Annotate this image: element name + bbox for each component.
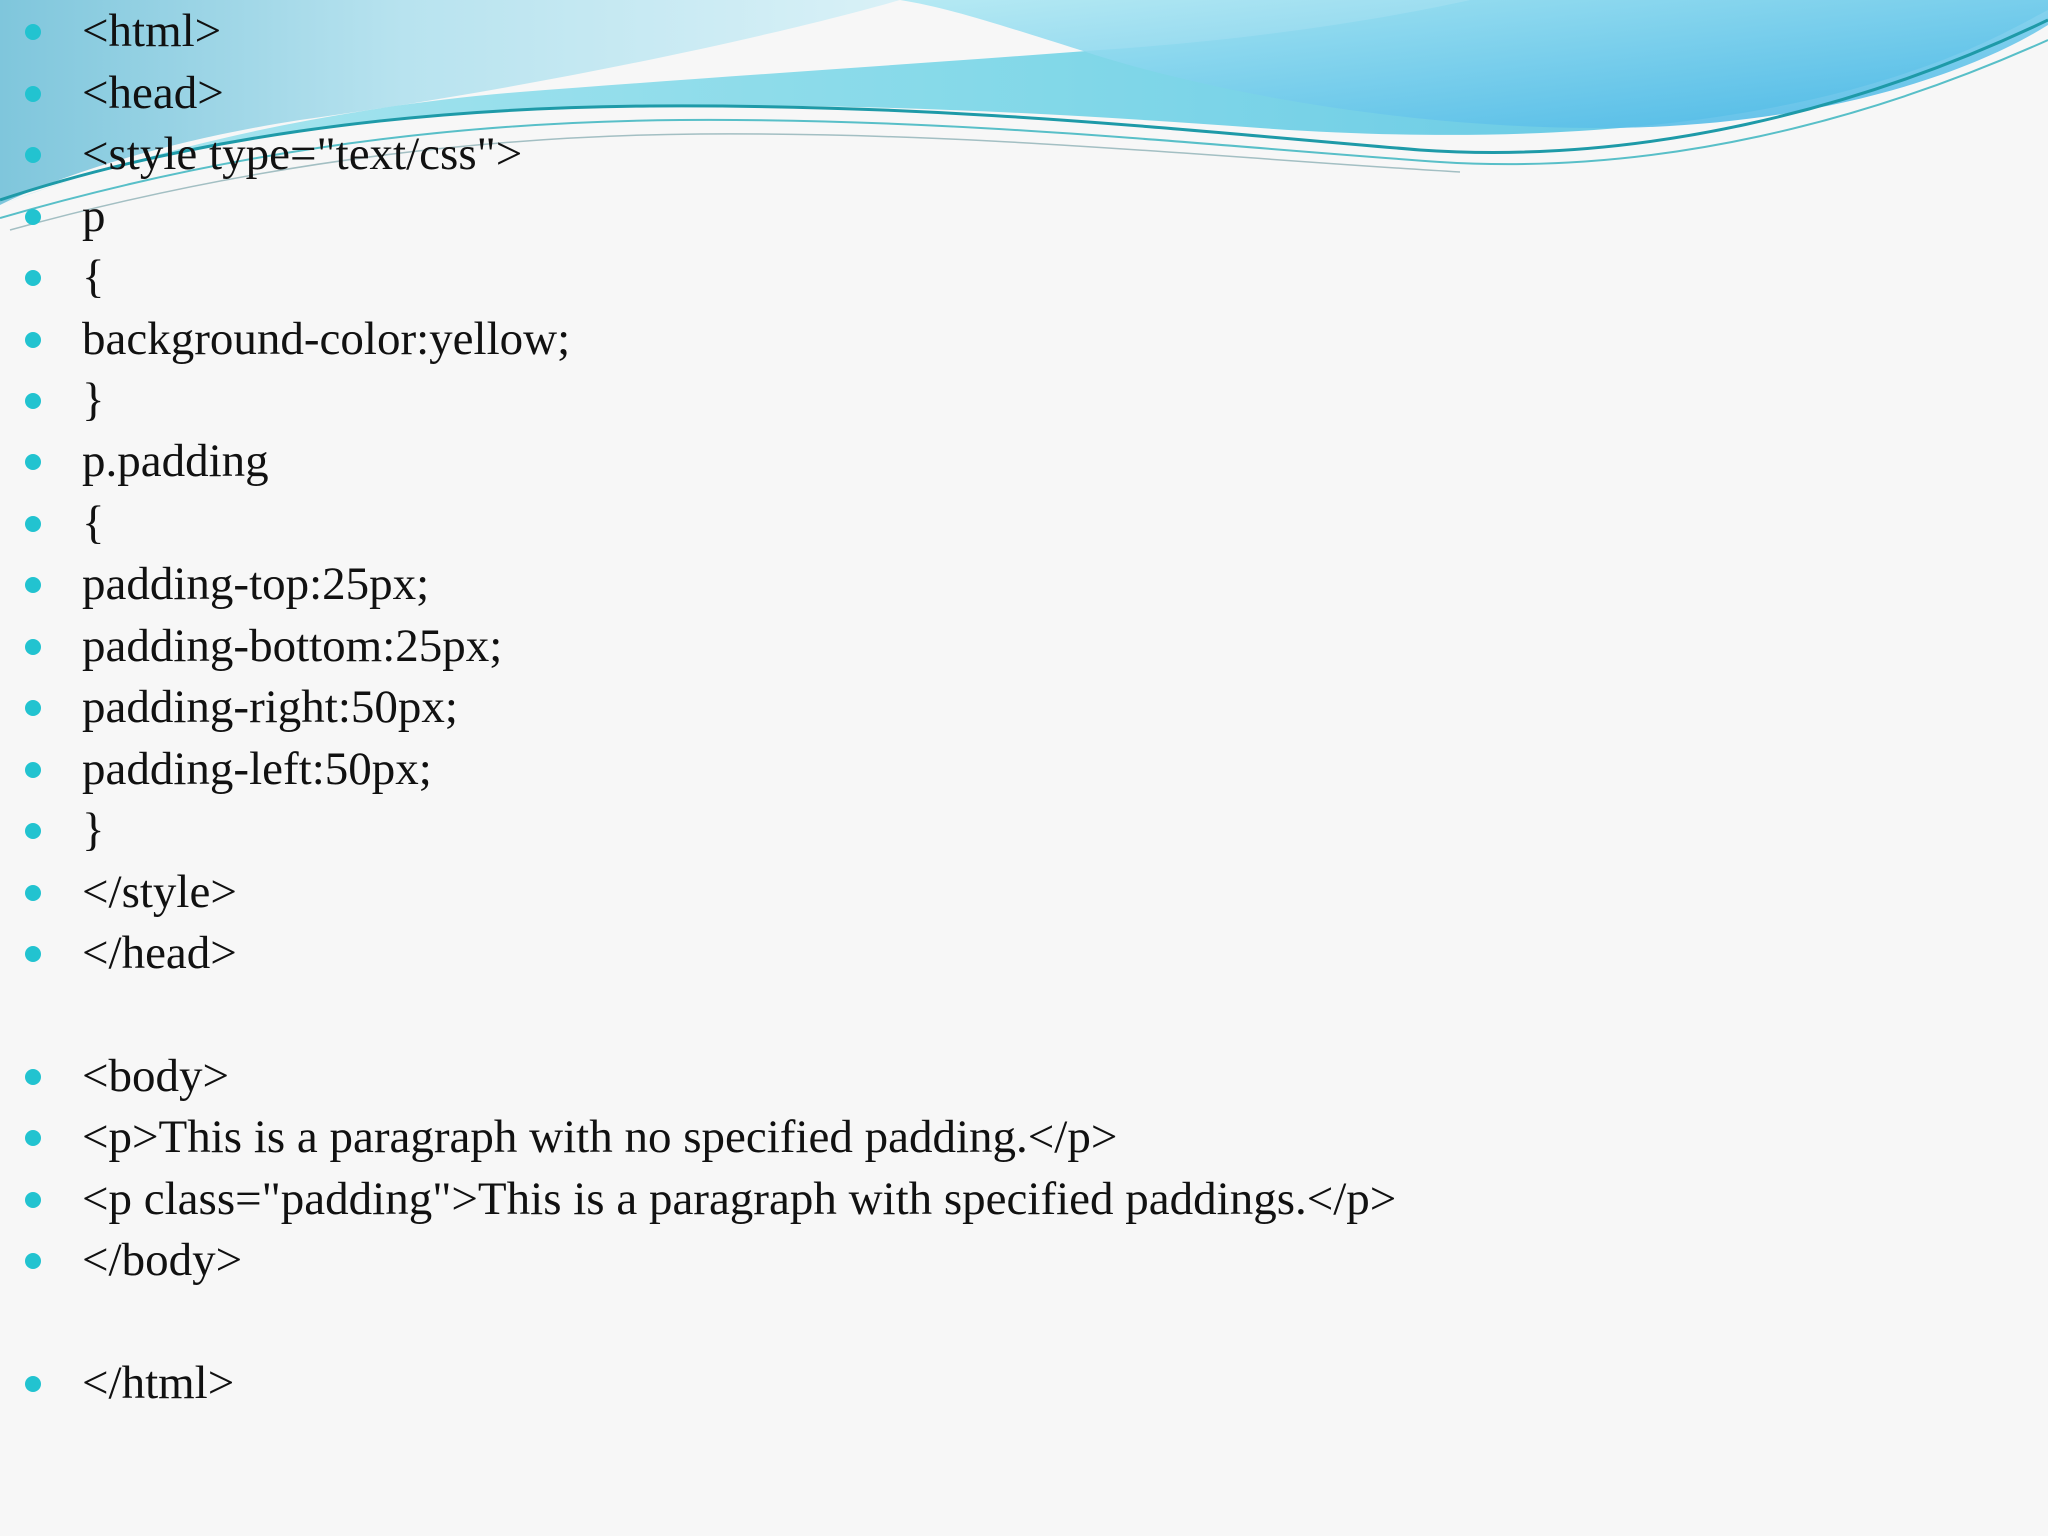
bullet-dot-icon <box>25 885 41 901</box>
code-line-text: padding-left:50px; <box>82 743 432 795</box>
code-line-text: </html> <box>82 1357 235 1409</box>
list-item <box>82 862 237 922</box>
code-line-text: <html> <box>82 5 222 57</box>
bullet-dot-icon <box>25 147 41 163</box>
list-item <box>82 1107 1117 1167</box>
bullet-dot-icon <box>25 454 41 470</box>
code-line-text: </style> <box>82 866 237 918</box>
code-line-text: padding-top:25px; <box>82 558 430 610</box>
list-item <box>82 431 269 491</box>
bullet-dot-icon <box>25 1376 41 1392</box>
code-line-text: } <box>82 804 105 856</box>
list-item <box>82 247 105 307</box>
bullet-dot-icon <box>25 332 41 348</box>
code-line-text: } <box>82 374 105 426</box>
list-item <box>82 554 429 614</box>
code-line-text: <body> <box>82 1050 230 1102</box>
code-line-text: <p class="padding">This is a paragraph with specified paddings.</p> <box>82 1173 1397 1225</box>
code-line-text: padding-bottom:25px; <box>82 620 503 672</box>
bullet-dot-icon <box>25 270 41 286</box>
list-item <box>82 1046 229 1106</box>
list-item <box>82 616 502 676</box>
bullet-dot-icon <box>25 823 41 839</box>
list-item <box>82 800 105 860</box>
list-item <box>82 677 458 737</box>
list-item <box>82 63 224 123</box>
list-item <box>82 370 105 430</box>
code-line-text: padding-right:50px; <box>82 681 458 733</box>
bullet-dot-icon <box>25 516 41 532</box>
list-item <box>82 493 105 553</box>
code-line-text: <style type="text/css"> <box>82 128 523 180</box>
code-line-text: p.padding <box>82 435 269 487</box>
code-line-text: { <box>82 251 105 303</box>
bullet-dot-icon <box>25 1253 41 1269</box>
list-item <box>82 1 221 61</box>
bullet-dot-icon <box>25 762 41 778</box>
code-line-text: background-color:yellow; <box>82 313 571 365</box>
bullet-dot-icon <box>25 639 41 655</box>
bullet-dot-icon <box>25 393 41 409</box>
list-item <box>82 923 237 983</box>
bullet-dot-icon <box>25 1192 41 1208</box>
list-item <box>82 309 570 369</box>
code-line-text: <p>This is a paragraph with no specified padding.</p> <box>82 1111 1118 1163</box>
list-item <box>82 124 522 184</box>
bullet-dot-icon <box>25 700 41 716</box>
bullet-dot-icon <box>25 24 41 40</box>
code-line-text: </body> <box>82 1234 243 1286</box>
bullet-dot-icon <box>25 209 41 225</box>
list-item <box>82 1230 242 1290</box>
bullet-dot-icon <box>25 1130 41 1146</box>
list-item <box>82 739 432 799</box>
list-item <box>82 186 106 246</box>
list-item <box>82 1169 1396 1229</box>
code-line-text: </head> <box>82 927 237 979</box>
code-line-text: <head> <box>82 67 224 119</box>
bullet-dot-icon <box>25 1069 41 1085</box>
code-line-text: { <box>82 497 105 549</box>
bullet-dot-icon <box>25 86 41 102</box>
list-item <box>82 1353 234 1413</box>
bullet-dot-icon <box>25 946 41 962</box>
code-line-text: p <box>82 190 106 242</box>
bullet-dot-icon <box>25 577 41 593</box>
